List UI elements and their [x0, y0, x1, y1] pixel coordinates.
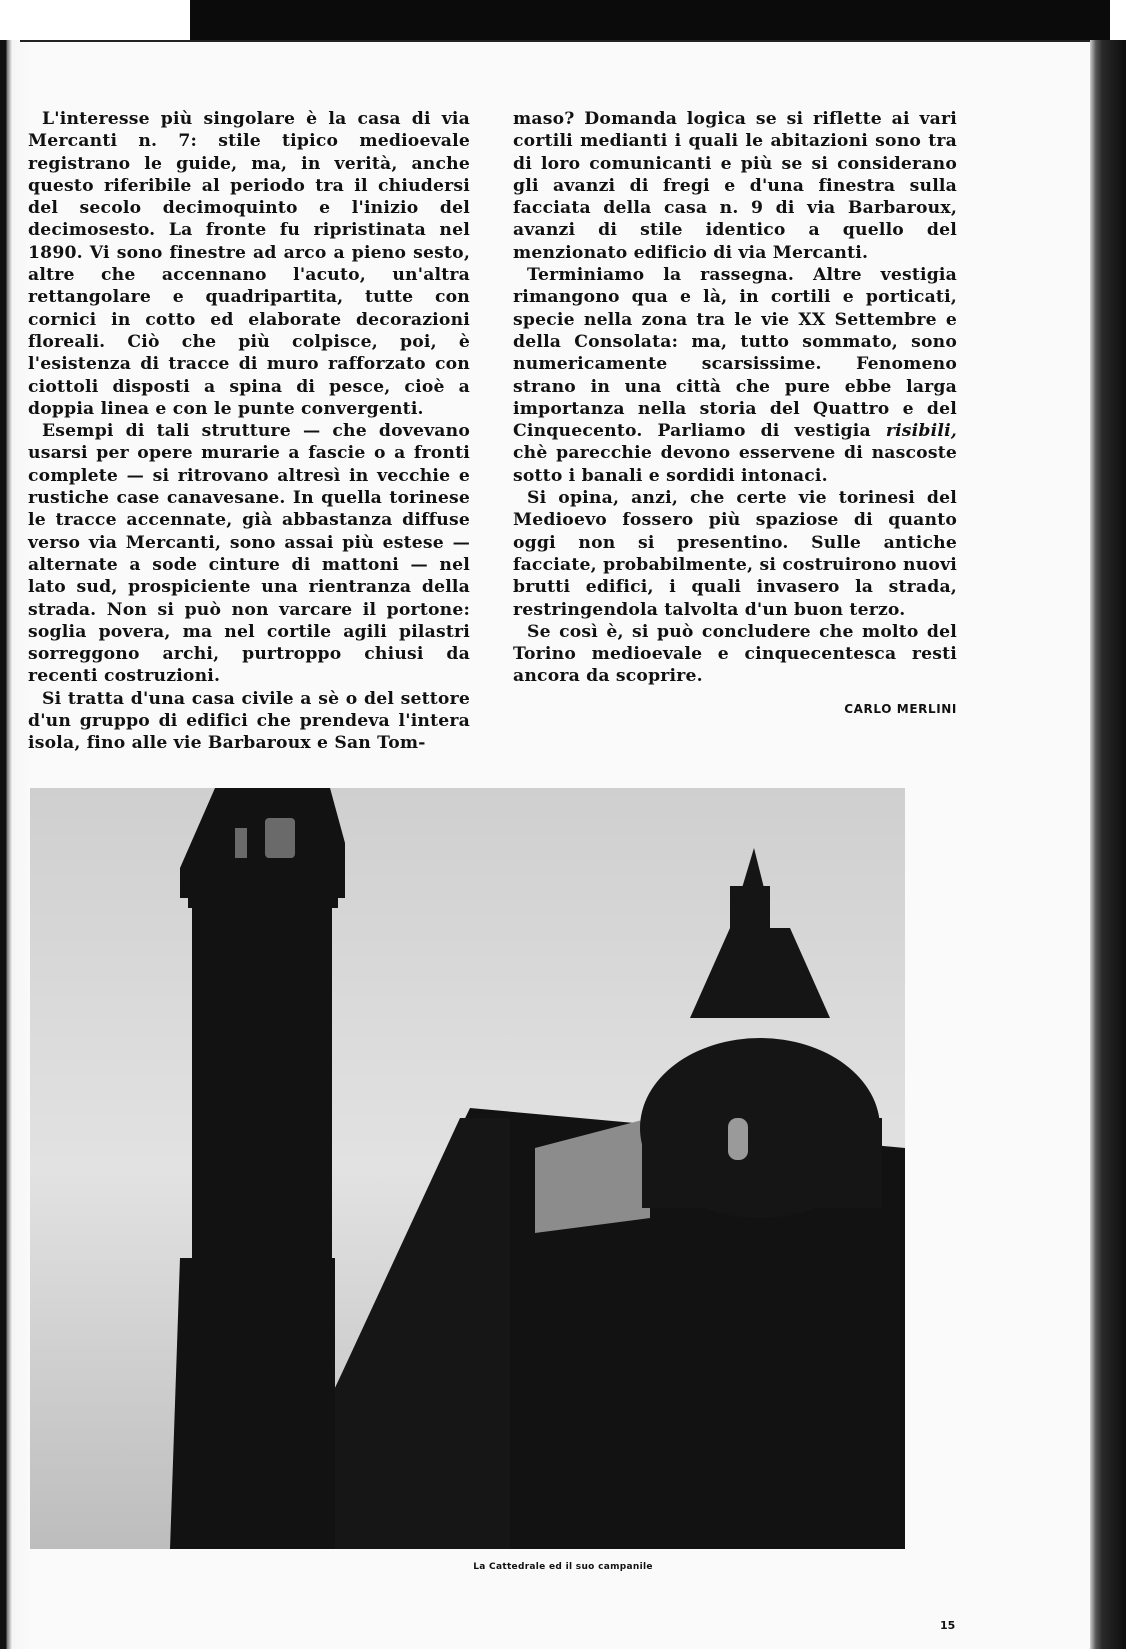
paragraph: Si opina, anzi, che certe vie torinesi del Medioevo fossero più spaziose di quanto oggi non si presentino. Sulle antiche facciate, probabilmente, si costruirono nuovi brutti edifici, i quali invasero la strada, restringendola talvolta d'un buon terzo. [513, 488, 957, 620]
paragraph-text: Terminiamo la rassegna. Altre vestigia rimangono qua e là, in cortili e porticati, specie nella zona tra le vie XX Settembre e della Consolata: ma, tutto sommato, sono numericamente scarsissime. Fenomeno strano in una città che pure ebbe larga importanza nella storia del Quattro e del Cinquecento. Parliamo di vestigia [513, 265, 957, 442]
paragraph-text: chè parecchie devono esservene di nascoste sotto i banali e sordidi intonaci. [513, 443, 957, 486]
cathedral-photo [30, 788, 905, 1549]
paragraph [513, 264, 957, 487]
scan-shadow-band [190, 0, 1110, 42]
photo-caption: La Cattedrale ed il suo campanile [473, 1562, 653, 1572]
page-top-rule [20, 40, 1090, 42]
bell-tower [170, 788, 345, 1549]
article-right-column [513, 108, 957, 720]
paragraph: Si tratta d'una casa civile a sè o del settore d'un gruppo di edifici che prendeva l'intera isola, fino alle vie Barbaroux e San Tom- [28, 688, 470, 754]
emphasized-word: risibili, [885, 421, 957, 442]
paragraph: maso? Domanda logica se si riflette ai vari cortili medianti i quali le abitazioni sono tra di loro comunicanti e più se si considerano gli avanzi di fregi e d'una finestra sulla facciata della casa n. 9 di via Barbaroux, avanzi di stile identico a quello del menzionato edificio di via Mercanti. [513, 109, 957, 263]
paragraph: Se così è, si può concludere che molto del Torino medioevale e cinquecentesca resti ancora da scoprire. [513, 621, 957, 687]
paragraph: L'interesse più singolare è la casa di via Mercanti n. 7: stile tipico medioevale registrano le guide, ma, in verità, anche questo riferibile al periodo tra il chiudersi del secolo decimoquinto e l'inizio del decimosesto. La fronte fu ripristinata nel 1890. Vi sono finestre ad arco a pieno sesto, altre che accennano l'acuto, un'altra rettangolare e quadripartita, tutte con cornici in cotto ed elaborate decorazioni floreali. Ciò che più colpisce, poi, è l'esistenza di tracce di muro rafforzato con ciottoli disposti a spina di pesce, cioè a doppia linea e con le punte convergenti. [28, 109, 470, 419]
scan-left-edge [0, 40, 30, 1649]
paragraph: Esempi di tali strutture — che dovevano usarsi per opere murarie a fascie o a fronti complete — si ritrovano altresì in vecchie e rustiche case canavesane. In quella torinese le tracce accennate, già abbastanza diffuse verso via Mercanti, sono assai più estese — alternate a sode cinture di mattoni — nel lato sud, prospiciente una rientranza della strada. Non si può non varcare il portone: soglia povera, ma nel cortile agili pilastri sorreggono archi, purtroppo chiusi da recenti costruzioni. [28, 421, 470, 687]
scan-right-edge [1090, 40, 1126, 1649]
page-number: 15 [940, 1619, 956, 1632]
author-byline: CARLO MERLINI [844, 701, 957, 716]
article-left-column [28, 108, 470, 755]
drum-window [728, 1118, 748, 1160]
cathedral-silhouette-image [30, 788, 905, 1549]
